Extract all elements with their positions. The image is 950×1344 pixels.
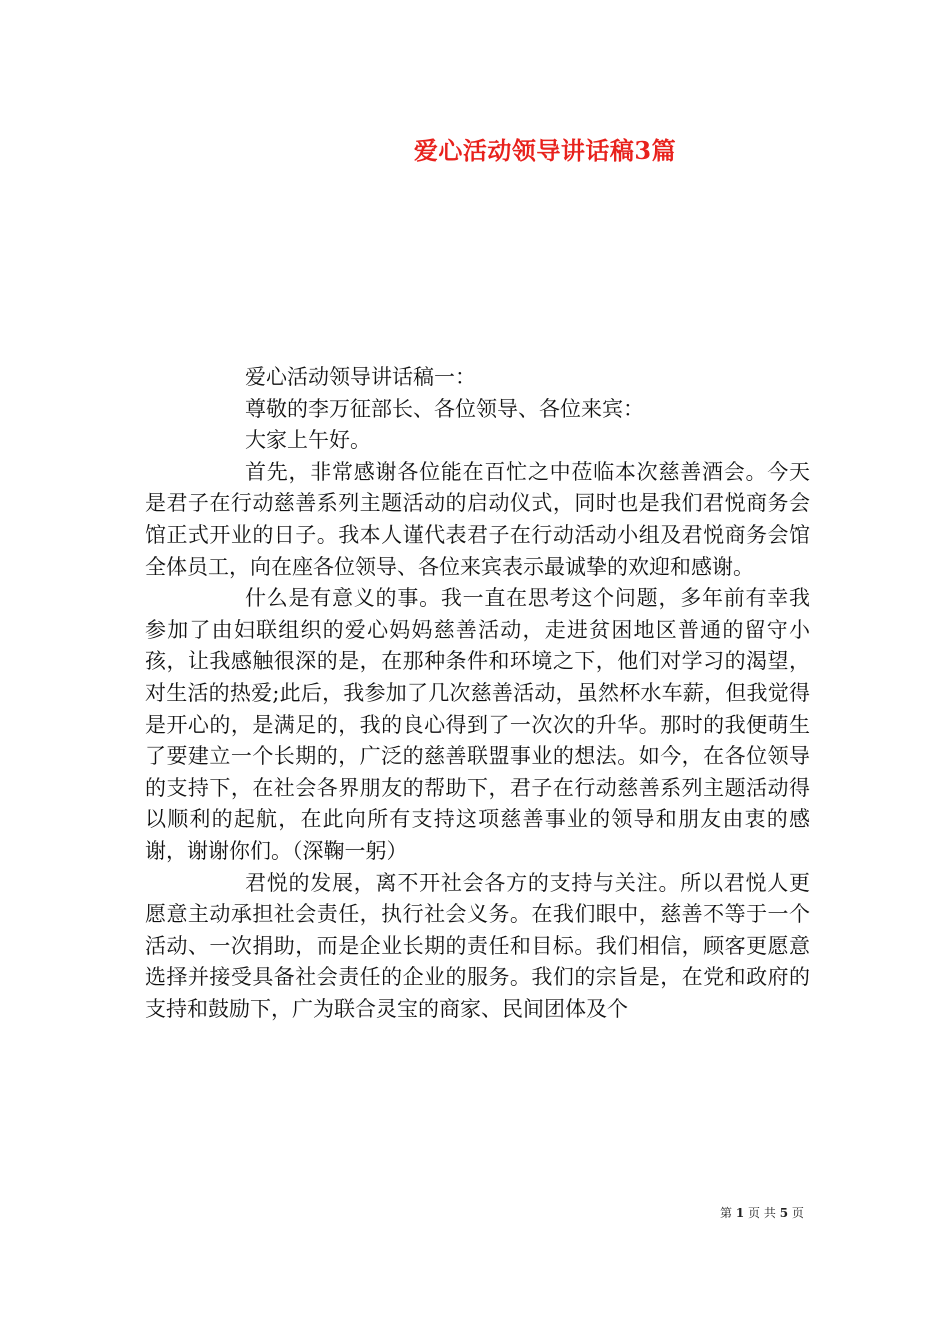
- greeting: 大家上午好。: [245, 428, 371, 453]
- footer-middle: 页 共: [748, 1206, 776, 1220]
- section-heading: 爱心活动领导讲话稿一：: [245, 365, 476, 389]
- salutation: 尊敬的李万征部长、各位领导、各位来宾：: [245, 396, 644, 421]
- body-paragraph: 君悦的发展，离不开社会各方的支持与关注。所以君悦人更愿意主动承担社会责任，执行社会义务。在我们眼中，慈善不等于一个活动、一次捐助，而是企业长期的责任和目标。我们相信，顾客更愿意选择并接受具备社会责任的企业的服务。我们的宗旨是，在党和政府的支持和鼓励下，广为联合灵宝的商家、民间团体及个: [145, 870, 810, 1021]
- document-body: [145, 362, 810, 1025]
- body-paragraph: 首先，非常感谢各位能在百忙之中莅临本次慈善酒会。今天是君子在行动慈善系列主题活动的启动仪式，同时也是我们君悦商务会馆正式开业的日子。我本人谨代表君子在行动活动小组及君悦商务会馆全体员工，向在座各位领导、各位来宾表示最诚挚的欢迎和感谢。: [145, 459, 810, 579]
- total-pages-number: 5: [779, 1206, 789, 1220]
- footer-prefix: 第: [720, 1206, 733, 1220]
- current-page-number: 1: [735, 1206, 745, 1220]
- page-footer: [720, 1204, 804, 1221]
- body-paragraph: 什么是有意义的事。我一直在思考这个问题，多年前有幸我参加了由妇联组织的爱心妈妈慈善活动，走进贫困地区普通的留守小孩，让我感触很深的是，在那种条件和环境之下，他们对学习的渴望，对生活的热爱;此后，我参加了几次慈善活动，虽然杯水车薪，但我觉得是开心的，是满足的，我的良心得到了一次次的升华。那时的我便萌生了要建立一个长期的，广泛的慈善联盟事业的想法。如今，在各位领导的支持下，在社会各界朋友的帮助下，君子在行动慈善系列主题活动得以顺利的起航，在此向所有支持这项慈善事业的领导和朋友由衷的感谢，谢谢你们。（深鞠一躬）: [145, 586, 810, 863]
- document-title: 爱心活动领导讲话稿3篇: [413, 136, 677, 165]
- footer-suffix: 页: [791, 1206, 804, 1220]
